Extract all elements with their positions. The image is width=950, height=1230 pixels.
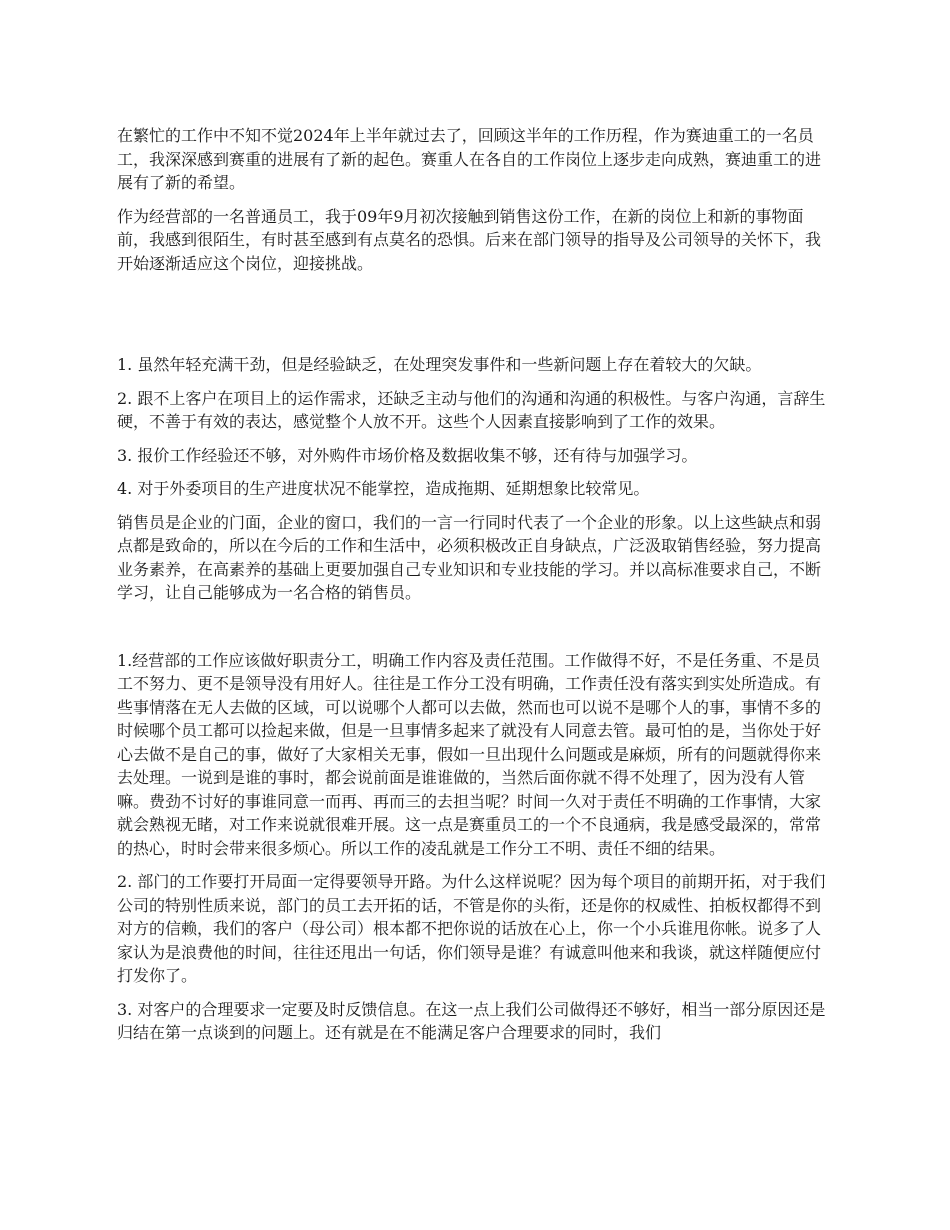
shortcoming-item-1: 1. 虽然年轻充满干劲，但是经验缺乏，在处理突发事件和一些新问题上存在着较大的欠缺。: [117, 355, 762, 374]
suggestion-item-3: 3. 对客户的合理要求一定要及时反馈信息。在这一点上我们公司做得还不够好，相当一部分原因还是归结在第一点谈到的问题上。还有就是在不能满足客户合理要求的同时，我们: [117, 999, 826, 1042]
shortcoming-item-3: 3. 报价工作经验还不够，对外购件市场价格及数据收集不够，还有待与加强学习。: [117, 445, 698, 465]
intro-paragraph-1: 在繁忙的工作中不知不觉2024年上半年就过去了，回顾这半年的工作历程，作为赛迪重工的一名员工，我深深感到赛重的进展有了新的起色。赛重人在各自的工作岗位上逐步走向成熟，赛迪重工的进展有了新的希望。: [117, 126, 822, 192]
section-spacer: [117, 285, 832, 353]
shortcoming-item-2: 2. 跟不上客户在项目上的运作需求，还缺乏主动与他们的沟通和沟通的积极性。与客户沟通，言辞生硬，不善于有效的表达，感觉整个人放不开。这些个人因素直接影响到了工作的效果。: [117, 388, 826, 431]
suggestion-item-2: 2. 部门的工作要打开局面一定得要领导开路。为什么这样说呢？因为每个项目的前期开拓，对于我们公司的特别性质来说，部门的员工去开拓的话，不管是你的头衔，还是你的权威性、拍板权都得不到对方的信赖，我们的客户（母公司）根本都不把你说的话放在心上，你一个小兵谁甩你帐。说多了人家认为是浪费他的时间，往往还甩出一句话，你们领导是谁？有诚意叫他来和我谈，就这样随便应付打发你了。: [117, 872, 826, 985]
section-spacer: [117, 615, 832, 649]
suggestion-item-1: 1.经营部的工作应该做好职责分工，明确工作内容及责任范围。工作做得不好，不是任务重、不是员工不努力、更不是领导没有用好人。往往是工作分工没有明确，工作责任没有落实到实处所造成。有些事情落在无人去做的区域，可以说哪个人都可以去做，然而也可以说不是哪个人的事，事情不多的时候哪个员工都可以捡起来做，但是一旦事情多起来了就没有人同意去管。最可怕的是，当你处于好心去做不是自己的事，做好了大家相关无事，假如一旦出现什么问题或是麻烦，所有的问题就得你来去处理。一说到是谁的事时，都会说前面是谁谁做的，当然后面你就不得不处理了，因为没有人管嘛。费劲不讨好的事谁同意一而再、再而三的去担当呢？时间一久对于责任不明确的工作事情，大家就会熟视无睹，对工作来说就很难开展。这一点是赛重员工的一个不良通病，我是感受最深的，常常的热心，时时会带来很多烦心。所以工作的凌乱就是工作分工不明、责任不细的结果。: [117, 650, 822, 858]
intro-paragraph-2: 作为经营部的一名普通员工，我于09年9月初次接触到销售这份工作，在新的岗位上和新的事物面前，我感到很陌生，有时甚至感到有点莫名的恐惧。后来在部门领导的指导及公司领导的关怀下，我开始逐渐适应这个岗位，迎接挑战。: [117, 206, 822, 273]
summary-paragraph: 销售员是企业的门面，企业的窗口，我们的一言一行同时代表了一个企业的形象。以上这些缺点和弱点都是致命的，所以在今后的工作和生活中，必须积极改正自身缺点，广泛汲取销售经验，努力提高业务素养，在高素养的基础上更要加强自己专业知识和专业技能的学习。并以高标准要求自己，不断学习，让自己能够成为一名合格的销售员。: [117, 512, 822, 602]
shortcoming-item-4: 4. 对于外委项目的生产进度状况不能掌控，造成拖期、延期想象比较常见。: [117, 479, 650, 498]
